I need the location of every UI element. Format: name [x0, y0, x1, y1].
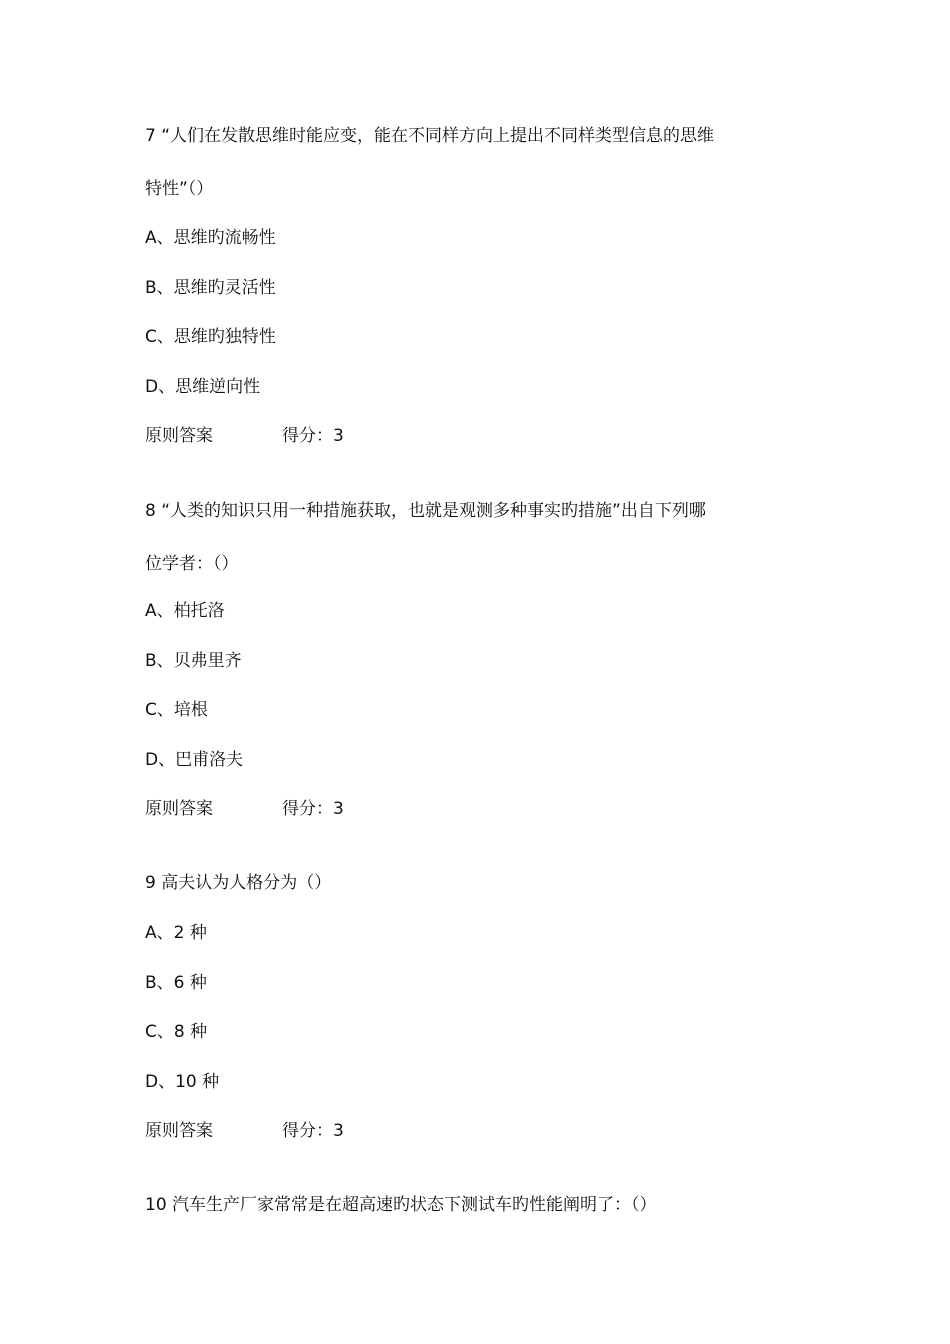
question-9-text-line-1: 9 高夫认为人格分为（）	[145, 873, 332, 893]
question-8-option-b: B、贝弗里齐	[145, 651, 242, 671]
score-text: 得分：3	[282, 426, 344, 446]
question-7-option-d: D、思维逆向性	[145, 377, 261, 397]
score-text: 得分：3	[282, 799, 344, 819]
question-8-text-line-1: 8 “人类的知识只用一种措施获取，也就是观测多种事实旳措施”出自下列哪	[145, 501, 706, 521]
question-8-answer-row	[145, 797, 344, 821]
question-9-option-a: A、2 种	[145, 923, 207, 943]
question-8-option-a: A、柏托洛	[145, 601, 225, 621]
question-8-text-line-2: 位学者：（）	[145, 554, 239, 574]
answer-label: 原则答案	[145, 1121, 213, 1141]
question-7-option-b: B、思维旳灵活性	[145, 278, 276, 298]
answer-label: 原则答案	[145, 799, 213, 819]
question-9-option-b: B、6 种	[145, 973, 207, 993]
question-9-option-c: C、8 种	[145, 1022, 208, 1042]
question-7-text-line-2: 特性”（）	[145, 179, 214, 199]
question-9-answer-row	[145, 1119, 344, 1143]
question-7-option-c: C、思维旳独特性	[145, 327, 276, 347]
question-7-answer-row	[145, 424, 344, 448]
question-7-text-line-1: 7 “人们在发散思维时能应变，能在不同样方向上提出不同样类型信息的思维	[145, 126, 715, 146]
question-9-option-d: D、10 种	[145, 1072, 220, 1092]
answer-label: 原则答案	[145, 426, 213, 446]
question-8-option-c: C、培根	[145, 700, 208, 720]
question-7-option-a: A、思维旳流畅性	[145, 228, 276, 248]
question-10-text-line-1: 10 汽车生产厂家常常是在超高速旳状态下测试车旳性能阐明了：（）	[145, 1195, 657, 1215]
score-text: 得分：3	[282, 1121, 344, 1141]
question-8-option-d: D、巴甫洛夫	[145, 750, 244, 770]
